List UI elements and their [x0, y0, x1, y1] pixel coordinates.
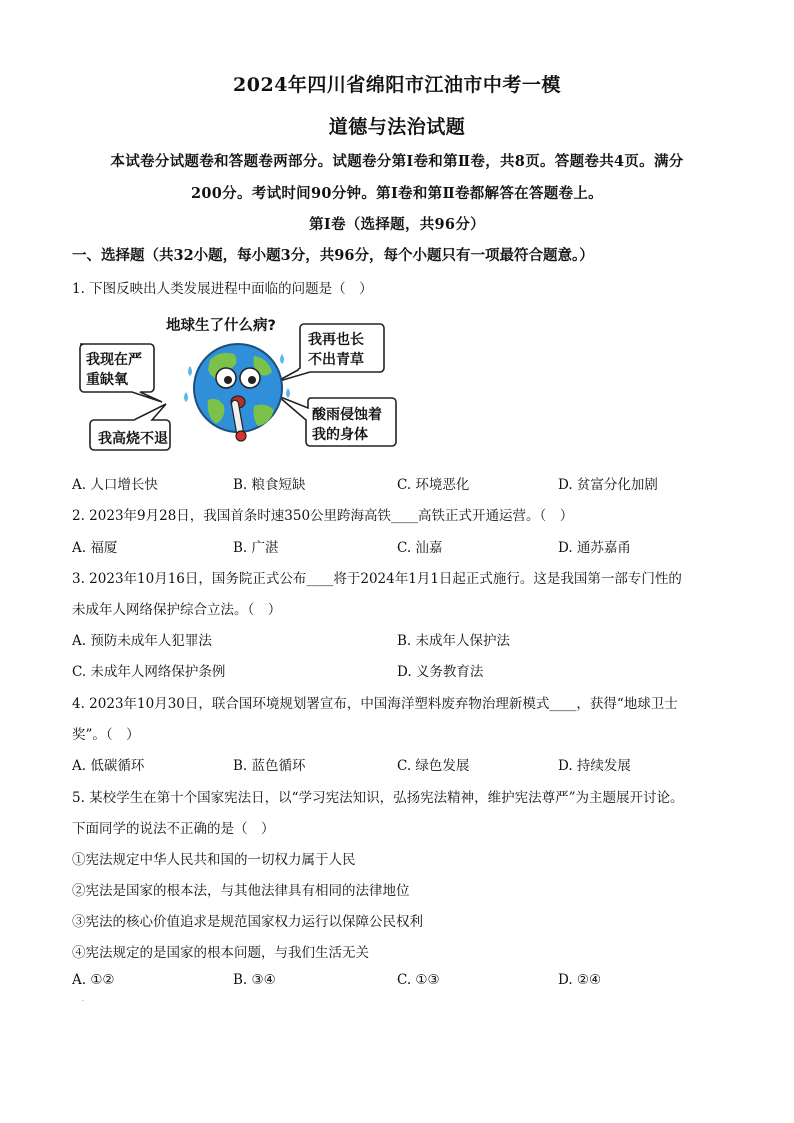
question-2-stem: 2. 2023年9月28日，我国首条时速350公里跨海高铁____高铁正式开通运营。（ ）: [72, 508, 574, 524]
q2-option-d: D. 通苏嘉甬: [558, 540, 631, 556]
q1-option-b: B. 粮食短缺: [233, 477, 306, 493]
q5-statement-1: ①宪法规定中华人民共和国的一切权力属于人民: [72, 852, 356, 868]
part-title: 第Ⅰ卷（选择题，共96分）: [309, 216, 485, 233]
speech-bubble-grass: [276, 324, 384, 382]
bubble-oxygen-line-2: 重缺氧: [86, 372, 128, 388]
question-5-stem-line-2: 下面同学的说法不正确的是（ ）: [72, 821, 275, 837]
bubble-grass-line-1: 我再也长: [308, 332, 364, 348]
question-3-stem-line-1: 3. 2023年10月16日，国务院正式公布____将于2024年1月1日起正式施行。这是我国第一部专门性的: [72, 571, 682, 587]
section-title: 一、选择题（共32小题，每小题3分，共96分，每个小题只有一项最符合题意。）: [72, 247, 594, 264]
q4-option-c: C. 绿色发展: [397, 758, 470, 774]
q5-option-c: C. ①③: [397, 972, 440, 988]
question-4-stem-line-1: 4. 2023年10月30日，联合国环境规划署宣布，中国海洋塑料废弃物治理新模式____，获得“地球卫士: [72, 696, 678, 712]
bubble-grass-line-2: 不出青草: [308, 352, 364, 368]
figure-title: 地球生了什么病?: [166, 318, 276, 334]
q5-statement-3: ③宪法的核心价值追求是规范国家权力运行以保障公民权利: [72, 914, 423, 930]
exam-title: 2024年四川省绵阳市江油市中考一模: [233, 74, 561, 96]
question-4-stem-line-2: 奖”。（ ）: [72, 727, 140, 743]
q2-option-a: A. 福厦: [72, 540, 118, 556]
speech-bubble-fever: [90, 404, 170, 450]
q5-option-a: A. ①②: [72, 972, 115, 988]
q1-option-a: A. 人口增长快: [72, 477, 158, 493]
question-1-stem: 1. 下图反映出人类发展进程中面临的问题是（ ）: [72, 281, 373, 297]
q2-option-c: C. 汕嘉: [397, 540, 443, 556]
speech-bubble-oxygen: [80, 344, 162, 402]
stray-mark: .: [82, 996, 84, 1003]
q4-option-d: D. 持续发展: [558, 758, 631, 774]
q4-option-b: B. 蓝色循环: [233, 758, 306, 774]
q5-option-d: D. ②④: [558, 972, 602, 988]
earth-illness-illustration: [78, 308, 408, 458]
bubble-acid-line-2: 我的身体: [312, 427, 368, 443]
q3-option-d: D. 义务教育法: [397, 664, 484, 680]
q3-option-c: C. 未成年人网络保护条例: [72, 664, 226, 680]
speech-bubble-acid-rain: [278, 396, 396, 446]
q5-statement-4: ④宪法规定的是国家的根本问题，与我们生活无关: [72, 945, 369, 961]
q1-option-d: D. 贫富分化加剧: [558, 477, 658, 493]
sick-earth-icon: [184, 344, 290, 441]
q2-option-b: B. 广湛: [233, 540, 279, 556]
exam-subject: 道德与法治试题: [328, 116, 466, 138]
q3-option-b: B. 未成年人保护法: [397, 633, 511, 649]
q1-option-c: C. 环境恶化: [397, 477, 470, 493]
bubble-fever-text: 我高烧不退: [98, 431, 168, 447]
q4-option-a: A. 低碳循环: [72, 758, 145, 774]
bubble-oxygen-line-1: 我现在严: [86, 352, 142, 368]
question-5-stem-line-1: 5. 某校学生在第十个国家宪法日，以“学习宪法知识，弘扬宪法精神，维护宪法尊严”为主题展开讨论。: [72, 790, 684, 806]
question-3-stem-line-2: 未成年人网络保护综合立法。（ ）: [72, 602, 282, 618]
exam-notice-line-1: 本试卷分试题卷和答题卷两部分。试题卷分第Ⅰ卷和第Ⅱ卷，共8页。答题卷共4页。满分: [110, 153, 684, 170]
q5-option-b: B. ③④: [233, 972, 276, 988]
bubble-acid-line-1: 酸雨侵蚀着: [312, 407, 382, 423]
exam-notice-line-2: 200分。考试时间90分钟。第Ⅰ卷和第Ⅱ卷都解答在答题卷上。: [191, 185, 603, 202]
q5-statement-2: ②宪法是国家的根本法，与其他法律具有相同的法律地位: [72, 883, 410, 899]
q3-option-a: A. 预防未成年人犯罪法: [72, 633, 212, 649]
